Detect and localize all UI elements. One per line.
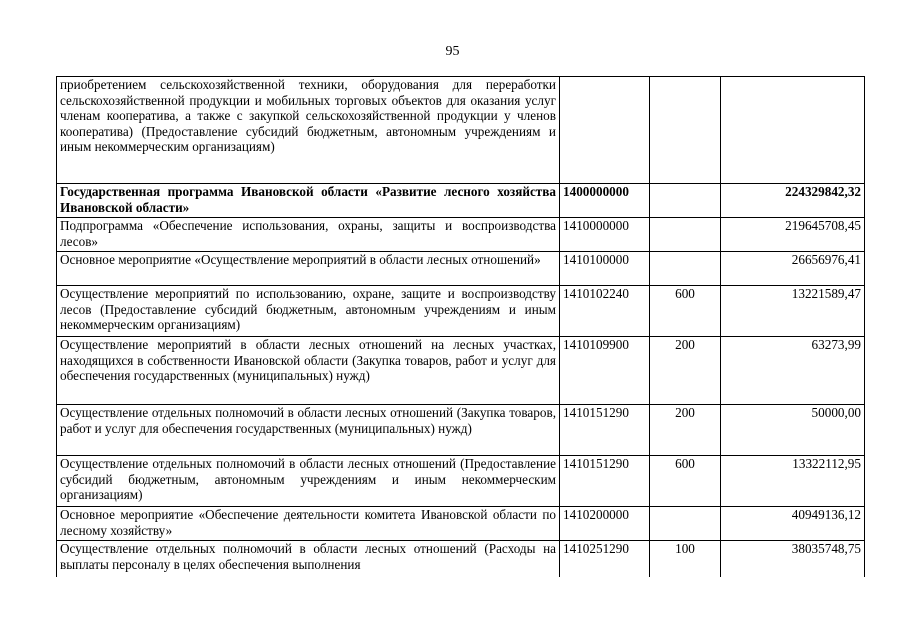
row-amount: 13322112,95 — [721, 456, 865, 507]
row-expense-type: 100 — [650, 541, 721, 577]
row-name: Осуществление отдельных полномочий в области лесных отношений (Закупка товаров, работ и услуг для обеспечения государственных (муниципальных) нужд) — [57, 405, 560, 456]
table-row — [57, 456, 865, 507]
table-row — [57, 337, 865, 405]
row-code: 1410000000 — [560, 218, 650, 252]
row-code: 1410151290 — [560, 456, 650, 507]
row-code: 1400000000 — [560, 184, 650, 218]
row-expense-type: 600 — [650, 286, 721, 337]
row-expense-type: 200 — [650, 337, 721, 405]
row-expense-type — [650, 77, 721, 184]
row-amount — [721, 77, 865, 184]
row-expense-type: 200 — [650, 405, 721, 456]
row-amount: 219645708,45 — [721, 218, 865, 252]
table-row — [57, 507, 865, 541]
row-amount: 50000,00 — [721, 405, 865, 456]
table-row — [57, 184, 865, 218]
row-name: Осуществление мероприятий в области лесных отношений на лесных участках, находящихся в собственности Ивановской области (Закупка товаров, работ и услуг для обеспечения государственных (муниципальных) нужд) — [57, 337, 560, 405]
row-code: 1410151290 — [560, 405, 650, 456]
row-name: приобретением сельскохозяйственной техники, оборудования для переработки сельскохозяйственной продукции и мобильных торговых объектов для оказания услуг членам кооператива, а также с закупкой сельскохозяйственной продукции у членов кооператива) (Предоставление субсидий бюджетным, автономным учреждениям и иным некоммерческим организациям) — [57, 77, 560, 184]
table-row — [57, 541, 865, 577]
row-amount: 224329842,32 — [721, 184, 865, 218]
row-name: Осуществление отдельных полномочий в области лесных отношений (Расходы на выплаты персоналу в целях обеспечения выполнения — [57, 541, 560, 577]
row-name: Осуществление отдельных полномочий в области лесных отношений (Предоставление субсидий бюджетным, автономным учреждениям и иным некоммерческим организациям) — [57, 456, 560, 507]
row-code: 1410109900 — [560, 337, 650, 405]
row-expense-type — [650, 218, 721, 252]
row-code: 1410102240 — [560, 286, 650, 337]
row-name: Основное мероприятие «Обеспечение деятельности комитета Ивановской области по лесному хозяйству» — [57, 507, 560, 541]
budget-table — [56, 76, 865, 577]
row-code: 1410200000 — [560, 507, 650, 541]
row-expense-type — [650, 252, 721, 286]
row-code: 1410100000 — [560, 252, 650, 286]
row-amount: 26656976,41 — [721, 252, 865, 286]
table-row — [57, 286, 865, 337]
row-expense-type — [650, 507, 721, 541]
row-amount: 40949136,12 — [721, 507, 865, 541]
row-name: Государственная программа Ивановской области «Развитие лесного хозяйства Ивановской области» — [57, 184, 560, 218]
table-row — [57, 405, 865, 456]
page-number: 95 — [445, 44, 460, 59]
row-name: Подпрограмма «Обеспечение использования, охраны, защиты и воспроизводства лесов» — [57, 218, 560, 252]
row-amount: 38035748,75 — [721, 541, 865, 577]
row-expense-type: 600 — [650, 456, 721, 507]
row-name: Основное мероприятие «Осуществление мероприятий в области лесных отношений» — [57, 252, 560, 286]
row-name: Осуществление мероприятий по использованию, охране, защите и воспроизводству лесов (Предоставление субсидий бюджетным, автономным учреждениям и иным некоммерческим организациям) — [57, 286, 560, 337]
row-code: 1410251290 — [560, 541, 650, 577]
table-row — [57, 77, 865, 184]
table-row — [57, 218, 865, 252]
row-expense-type — [650, 184, 721, 218]
row-amount: 13221589,47 — [721, 286, 865, 337]
table-row — [57, 252, 865, 286]
row-amount: 63273,99 — [721, 337, 865, 405]
row-code — [560, 77, 650, 184]
